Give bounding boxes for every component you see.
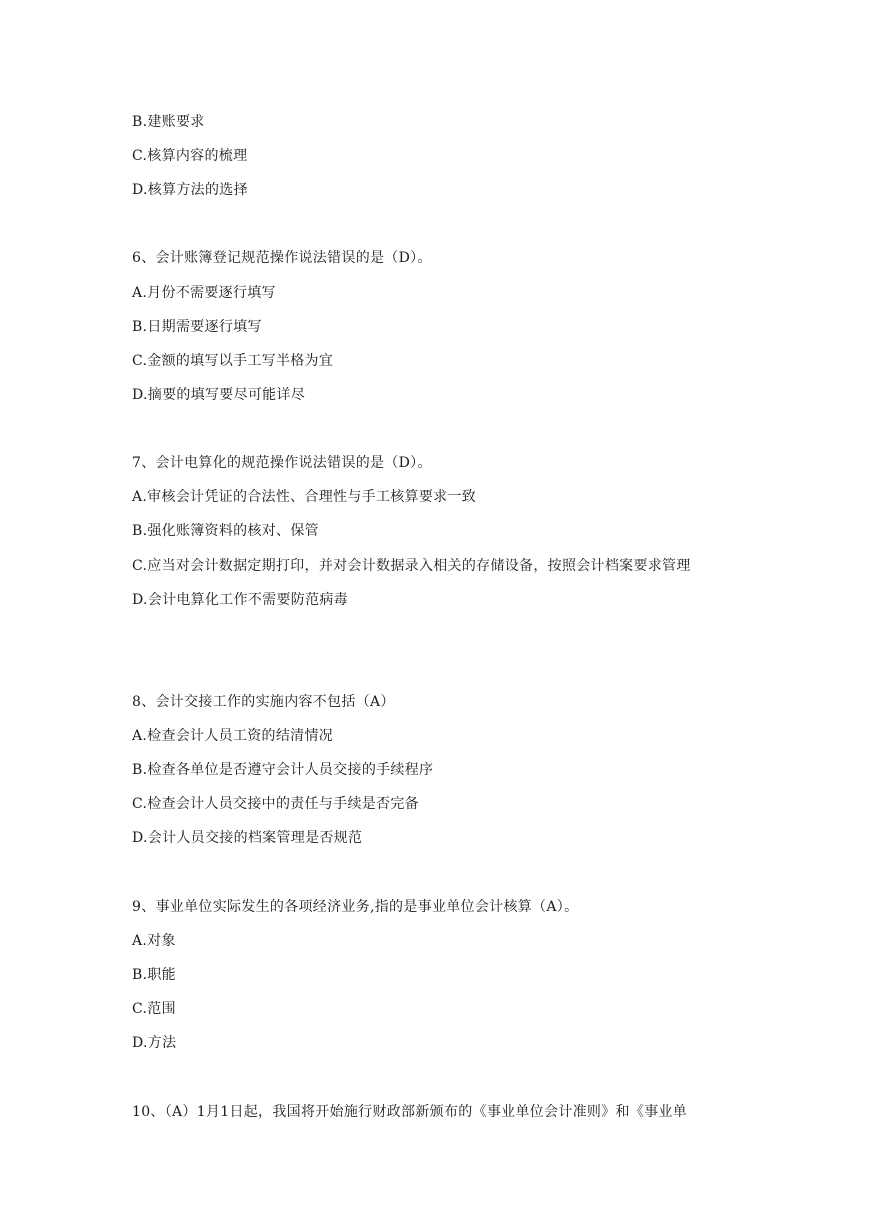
- q8-option-a: A.检查会计人员工资的结清情况: [132, 728, 334, 744]
- q7-option-d: D.会计电算化工作不需要防范病毒: [132, 592, 348, 608]
- q9-question: 9、事业单位实际发生的各项经济业务,指的是事业单位会计核算（A）。: [132, 899, 579, 915]
- q8-question: 8、会计交接工作的实施内容不包括（A）: [132, 694, 395, 710]
- q6-question: 6、会计账簿登记规范操作说法错误的是（D）。: [132, 250, 432, 266]
- q7-option-c: C.应当对会计数据定期打印，并对会计数据录入相关的存储设备，按照会计档案要求管理: [132, 558, 691, 574]
- q5-option-d: D.核算方法的选择: [132, 182, 248, 198]
- q5-option-c: C.核算内容的梳理: [132, 148, 248, 164]
- q9-option-d: D.方法: [132, 1035, 177, 1051]
- q6-option-b: B.日期需要逐行填写: [132, 319, 262, 335]
- q8-option-d: D.会计人员交接的档案管理是否规范: [132, 830, 363, 846]
- q9-option-c: C.范围: [132, 1001, 176, 1017]
- q7-option-a: A.审核会计凭证的合法性、合理性与手工核算要求一致: [132, 489, 477, 505]
- q6-option-c: C.金额的填写以手工写半格为宜: [132, 353, 334, 369]
- q9-option-b: B.职能: [132, 967, 176, 983]
- q8-option-c: C.检查会计人员交接中的责任与手续是否完备: [132, 796, 419, 812]
- q9-option-a: A.对象: [132, 933, 176, 949]
- q5-option-b: B.建账要求: [132, 114, 205, 130]
- q6-option-d: D.摘要的填写要尽可能详尽: [132, 387, 306, 403]
- q7-option-b: B.强化账簿资料的核对、保管: [132, 523, 319, 539]
- q10-question: 10、（A）1月1日起，我国将开始施行财政部新颁布的《事业单位会计准则》和《事业单: [132, 1104, 688, 1120]
- q6-option-a: A.月份不需要逐行填写: [132, 285, 276, 301]
- q7-question: 7、会计电算化的规范操作说法错误的是（D）。: [132, 455, 432, 471]
- q8-option-b: B.检查各单位是否遵守会计人员交接的手续程序: [132, 762, 434, 778]
